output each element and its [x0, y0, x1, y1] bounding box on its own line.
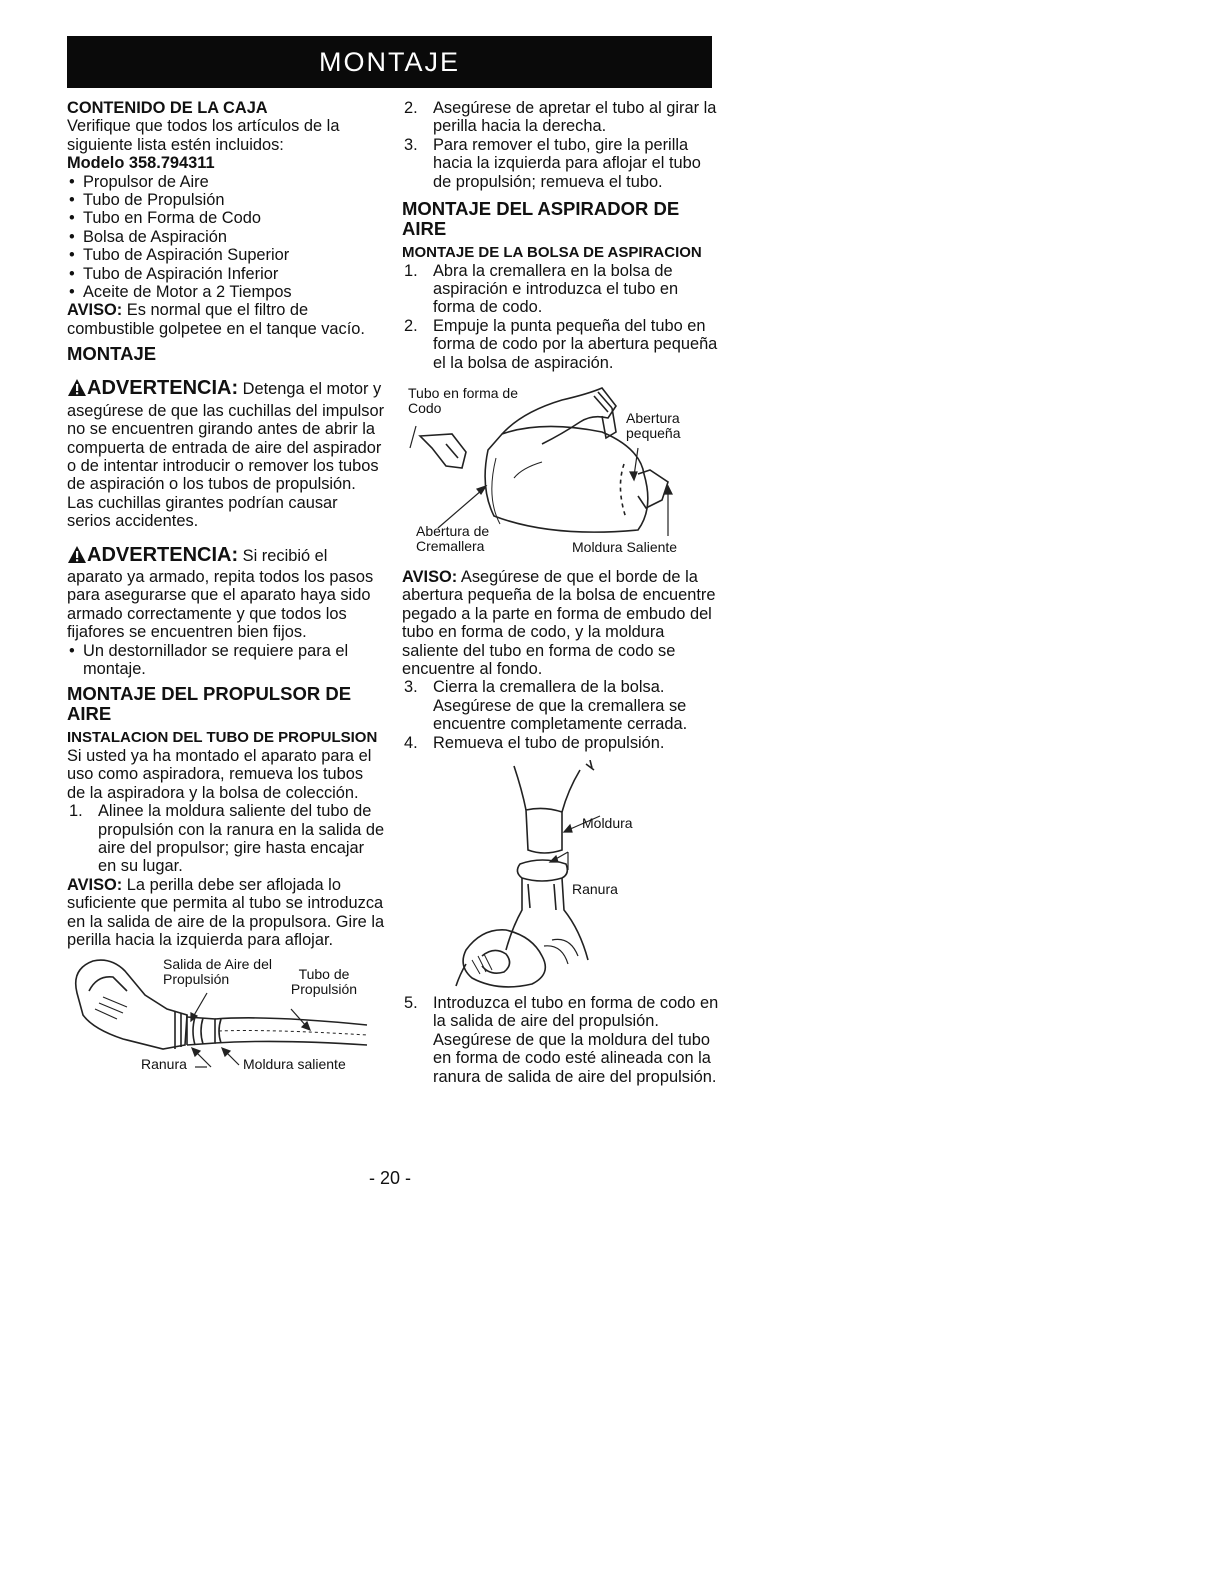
- notice-bag-edge: AVISO: Asegúrese de que el borde de la abertura pequeña de la bolsa de encuentre pegado a la parte en forma de embudo del tubo en forma de codo, y la moldura saliente del tubo en forma de codo se encuentre al fondo.: [402, 567, 716, 678]
- label-small-opening: Abertura pequeña: [626, 409, 681, 441]
- list-item: 4. Remueva el tubo de propulsión.: [404, 733, 665, 752]
- list-item: • Tubo en Forma de Codo: [69, 209, 385, 227]
- left-column: [67, 99, 385, 1071]
- page-number: - 20 -: [368, 1168, 411, 1188]
- right-column: [402, 99, 720, 1086]
- tool-note: [67, 642, 385, 679]
- bag-steps-a: [402, 262, 720, 372]
- list-item: 2. Asegúrese de apretar el tubo al girar la perilla hacia la derecha.: [404, 99, 717, 136]
- tube-install-heading: INSTALACION DEL TUBO DE PROPULSION: [67, 729, 378, 747]
- contents-list: [67, 173, 385, 302]
- bag-steps-b: [402, 678, 720, 752]
- list-item: 2. Empuje la punta pequeña del tubo en forma de codo por la abertura pequeña el la bolsa de aspiración.: [404, 316, 718, 372]
- warning-preassembled: ADVERTENCIA: Si recibió el aparato ya armado, repita todos los pasos para asegurarse que el aparato haya sido armado correctamente y que todos los fijafores se encuentren bien fijos.: [67, 543, 374, 642]
- blower-assembly-heading: MONTAJE DEL PROPULSOR DE AIRE: [67, 683, 352, 725]
- contents-heading: CONTENIDO DE LA CAJA: [67, 99, 268, 117]
- label-elbow-tube: Tubo en forma de Codo: [408, 384, 518, 416]
- blower-tube-figure: [67, 953, 385, 1071]
- warning-icon: [67, 378, 87, 401]
- tube-steps-continued: [402, 99, 720, 191]
- list-item: • Tubo de Aspiración Inferior: [69, 265, 385, 283]
- list-item: • Aceite de Motor a 2 Tiempos: [69, 283, 385, 301]
- bag-assembly-heading: MONTAJE DE LA BOLSA DE ASPIRACION: [402, 244, 702, 262]
- label-air-outlet: Salida de Aire del Propulsión: [163, 956, 272, 988]
- list-item: • Un destornillador se requiere para el montaje.: [69, 642, 385, 679]
- notice-knob: AVISO: La perilla debe ser aflojada lo suficiente que permita al tubo se introduzca en la salida de aire de la propulsora. Gire la perilla hacia la izquierda para aflojar.: [67, 875, 385, 949]
- tube-install-intro: Si usted ya ha montado el aparato para el uso como aspiradora, remueva los tubos de la aspiradora y la bolsa de colección.: [67, 746, 372, 802]
- notice-fuel-filter: AVISO: Es normal que el filtro de combustible golpetee en el tanque vacío.: [67, 301, 365, 338]
- assembly-heading: MONTAJE: [67, 343, 157, 365]
- elbow-insert-illustration: [402, 760, 712, 992]
- list-item: 1. Abra la cremallera en la bolsa de aspiración e introduzca el tubo en forma de codo.: [404, 261, 679, 317]
- label-bag-ridge: Moldura Saliente: [572, 538, 678, 555]
- list-item: • Tubo de Propulsión: [69, 191, 385, 209]
- list-item: 1. Alinee la moldura saliente del tubo de propulsión con la ranura en la salida de aire del propulsor; gire hasta encajar en su lugar.: [69, 802, 385, 876]
- bag-figure: [402, 378, 712, 562]
- list-item: • Propulsor de Aire: [69, 173, 385, 191]
- contents-intro: Verifique que todos los artículos de la siguiente lista estén incluidos:: [67, 117, 340, 154]
- elbow-insert-figure: [402, 760, 712, 992]
- bag-steps-c: [402, 994, 720, 1086]
- list-item: • Bolsa de Aspiración: [69, 228, 385, 246]
- label-elbow-slot: Ranura: [572, 881, 618, 898]
- label-ridge: Moldura saliente: [243, 1056, 346, 1073]
- warning-stop-motor: ADVERTENCIA: Detenga el motor y asegúrese de que las cuchillas del impulsor no se encuentren girando antes de abrir la compuerta de entrada de aire del aspirador o de intentar introducir o remover los tubos de aspiración o los tubos de propulsión. Las cuchillas girantes podrían causar serios accidentes.: [67, 377, 385, 531]
- tube-install-steps: [67, 802, 385, 876]
- list-item: 3. Cierra la cremallera de la bolsa. Asegúrese de que la cremallera se encuentre completamente cerrada.: [404, 678, 688, 734]
- label-blower-tube: Tubo de Propulsión: [290, 966, 358, 998]
- label-elbow-ridge: Moldura: [582, 815, 633, 832]
- model-label: Modelo 358.794311: [67, 154, 215, 173]
- list-item: 5. Introduzca el tubo en forma de codo en la salida de aire del propulsión. Asegúrese de que la moldura del tubo en forma de codo esté alineada con la ranura de salida de aire del propulsión.: [404, 994, 719, 1086]
- vacuum-assembly-heading: MONTAJE DEL ASPIRADOR DE AIRE: [402, 198, 680, 240]
- label-zip-opening: Abertura de Cremallera: [416, 522, 490, 554]
- warning-icon: [67, 545, 87, 568]
- section-banner: MONTAJE: [67, 36, 712, 88]
- list-item: • Tubo de Aspiración Superior: [69, 246, 385, 264]
- label-slot: Ranura: [141, 1056, 187, 1073]
- list-item: 3. Para remover el tubo, gire la perilla hacia la izquierda para aflojar el tubo de propulsión; remueva el tubo.: [404, 135, 701, 191]
